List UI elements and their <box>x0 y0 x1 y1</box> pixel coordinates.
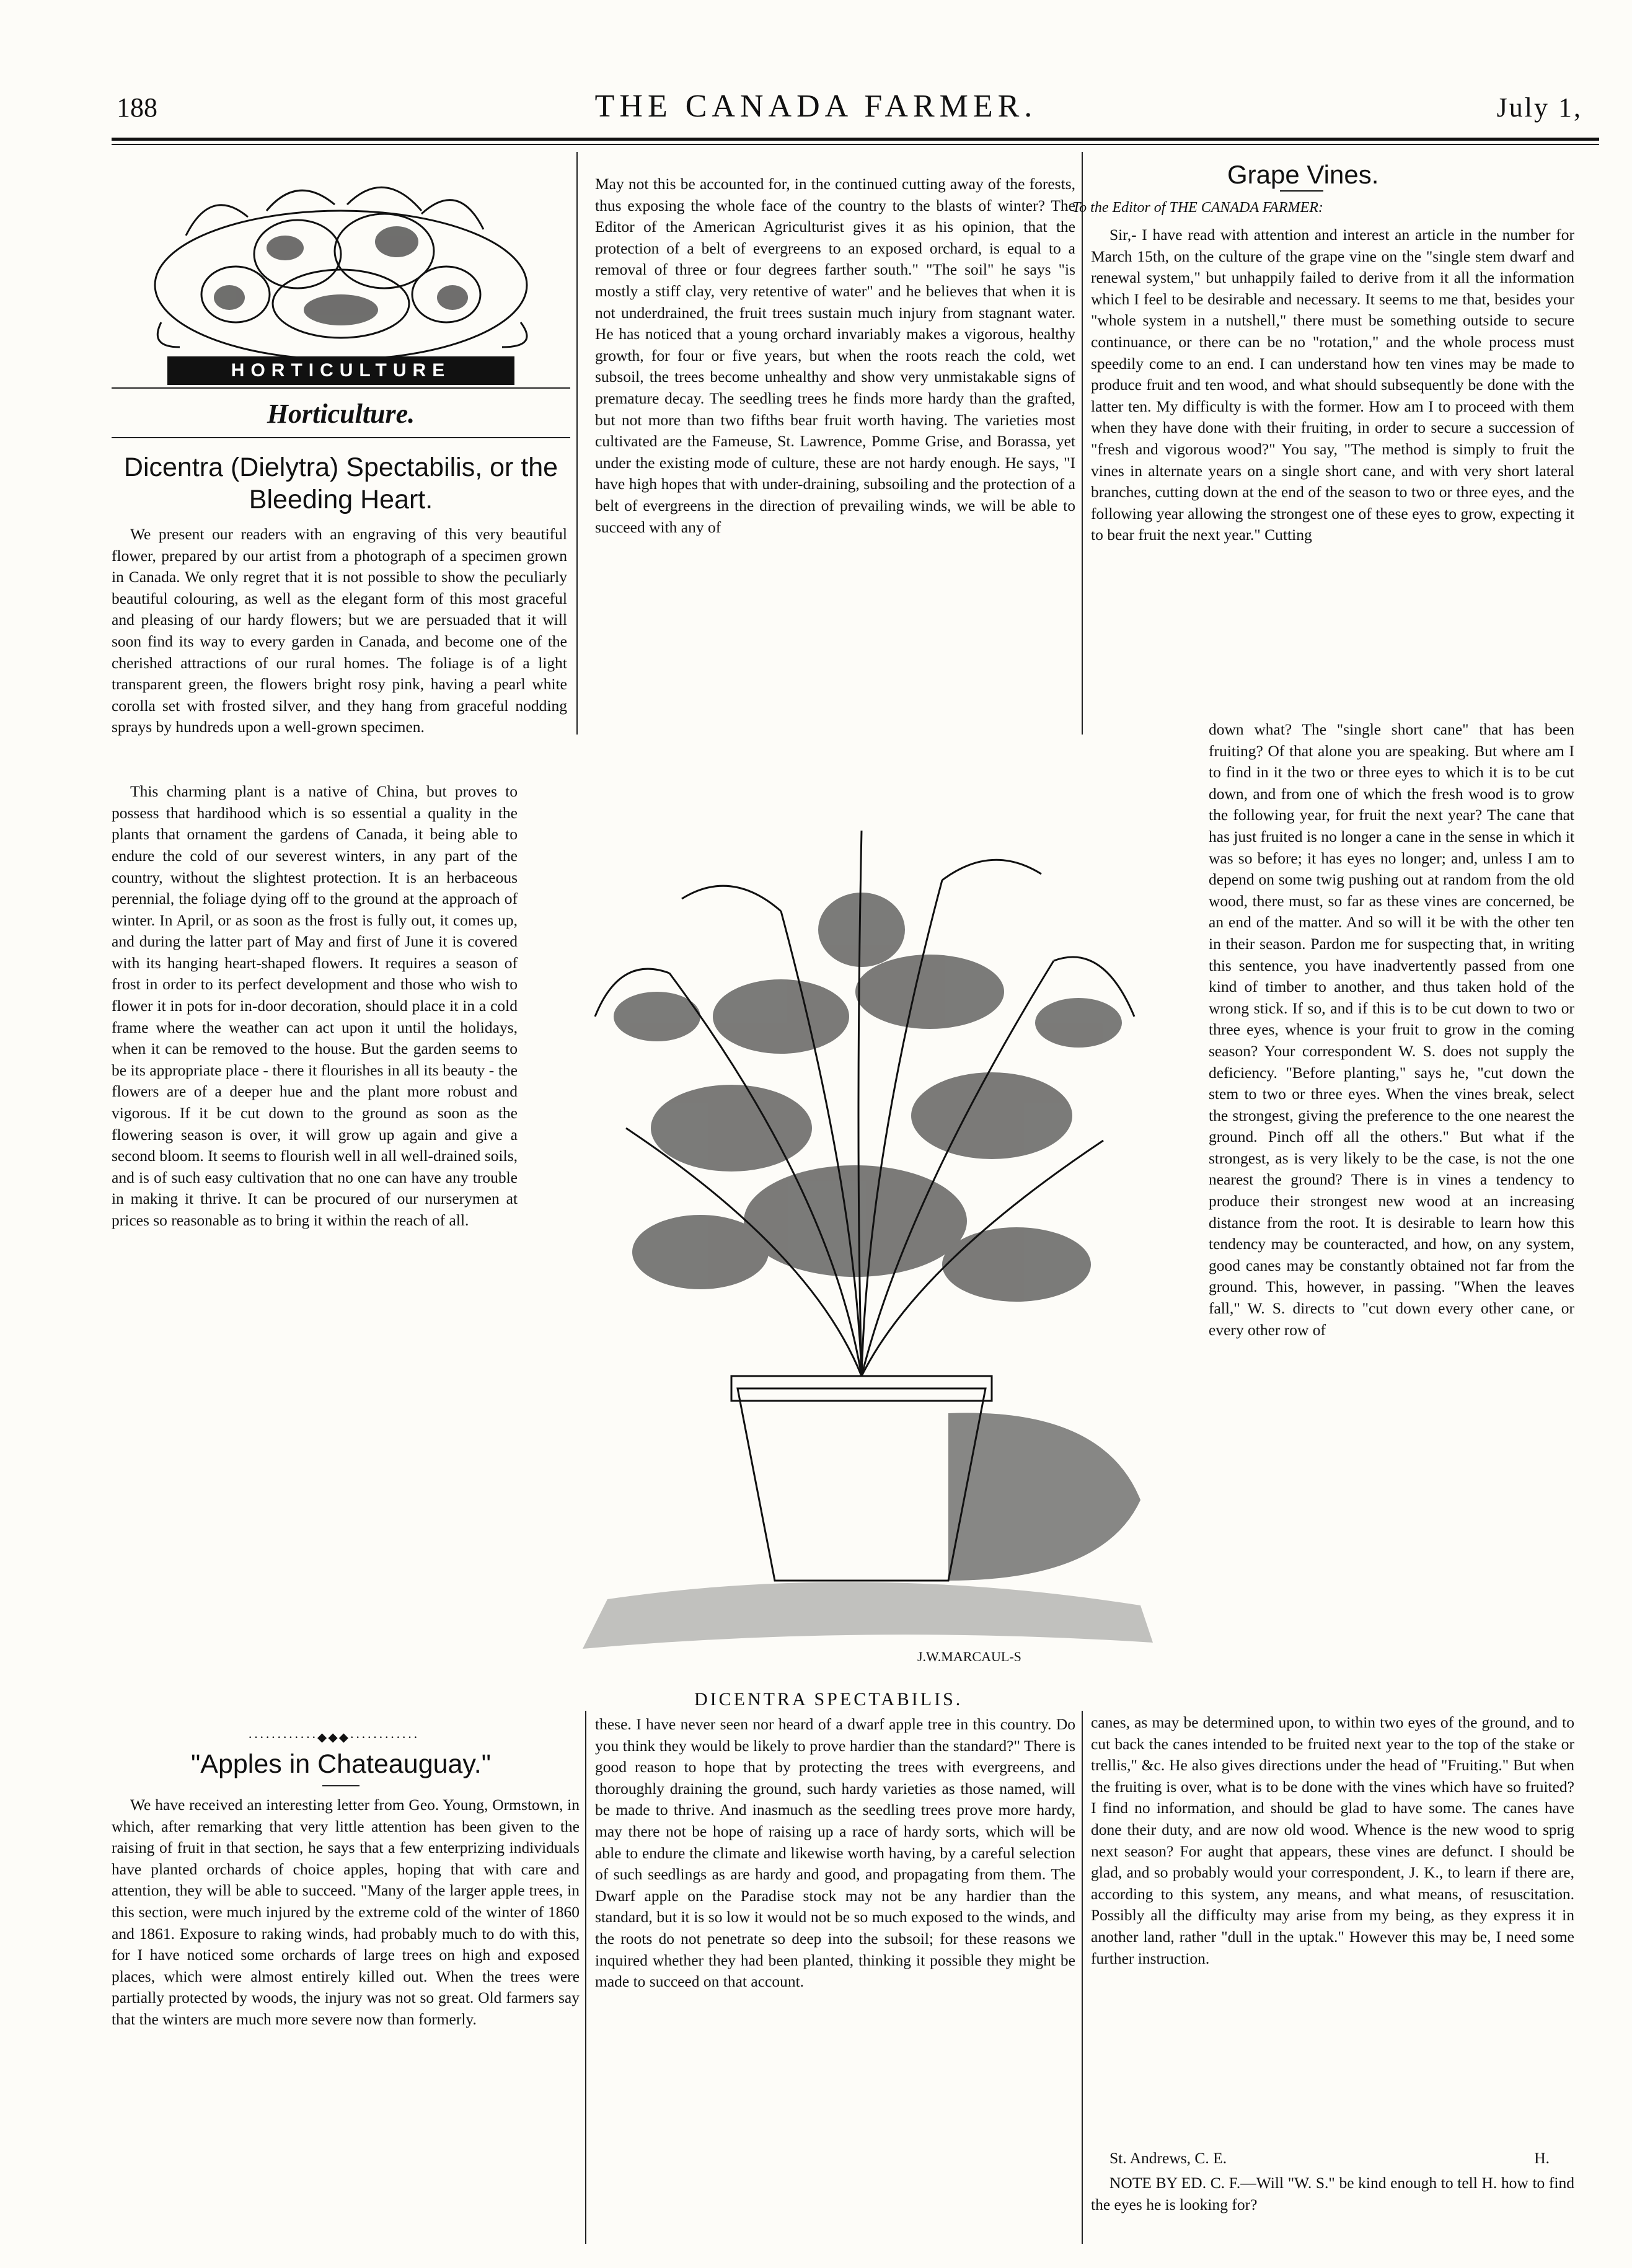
apples-text: We have received an interesting letter from Geo. Young, Ormstown, in which, after remarking that very little attention has been given to the raising of fruit in that section, he says that a few enterprizing individuals have planted orchards of choice apples, hoping that with care and attention, they will be able to succeed. "Many of the larger apple trees, in this section, were much injured by the extreme cold of the winter of 1860 and 1861. Exposure to raking winds, had probably much to do with this, for I have noticed some orchards of large trees on high and exposed places, which were almost entirely killed out. When the trees were partially protected by woods, the injury was not so great. Old farmers say that the winters are much more severe now than formerly. <box>112 1796 580 2028</box>
header-rule-thin <box>112 144 1599 145</box>
middle-bottom-text: these. I have never seen nor heard of a dwarf apple tree in this country. Do you think they would be likely to prove hardier than the standard?" There is good reason to hope that by protecting the trees with evergreens, and thoroughly draining the ground, such hardy varieties as those named, will be made to thrive. And inasmuch as the seedling trees prove more hardy, may there not be hope of raising up a race of hardy sorts, which will be able to endure the climate and likewise worth having, by a careful selection of such seedlings as are hardy and good, and propagating from them. The Dwarf apple on the Paradise stock may not be any hardier than the standard, but it is so low it would not be so much exposed to the winds, and the roots do not penetrate so deep into the subsoil; for these reasons we inquired whether they had been planted, thinking it possible they might be made to succeed on that account. <box>595 1715 1075 1991</box>
banner-rule <box>112 387 570 389</box>
editor-note-text: NOTE BY ED. C. F.—Will "W. S." be kind enough to tell H. how to find the eyes he is looking for? <box>1091 2174 1574 2213</box>
grape-title-rule <box>1280 190 1323 192</box>
apples-body <box>112 1794 580 2241</box>
grape-body-top <box>1091 224 1574 720</box>
middle-column-bottom <box>595 1714 1075 2241</box>
grape-body-bottom <box>1091 1712 1574 2146</box>
header-rule <box>112 138 1599 141</box>
grape-title: Grape Vines. <box>1227 160 1379 189</box>
illustration-caption: DICENTRA SPECTABILIS. <box>694 1689 963 1710</box>
signoff-place: St. Andrews, C. E. <box>1109 2149 1227 2167</box>
dicentra-illustration <box>545 756 1178 1683</box>
column-rule-left <box>576 152 578 735</box>
dicentra-paragraph-2: This charming plant is a native of China, but proves to possess that hardihood which is so essential a quality in the plants that ornament the gardens of Canada, it being able to endure the cold of our severest winters, in any part of the country, without the slightest protection. It is an herbaceous perennial, the foliage dying off to the ground at the approach of winter. In April, or as soon as the frost is fully out, it comes up, and during the latter part of May and first of June it is covered with its hanging heart-shaped flowers. It requires a season of frost in order to its perfect development and those who wish to flower it in pots for in-door decoration, should place it in a cold frame where the weather can act upon it until the holidays, when it can be removed to the house. But the garden seems to be its appropriate place - there it flourishes in all its beauty - the flowers are of a deeper hue and the plant more robust and vigorous. If it be cut down to the ground as soon as the flowering season is over, it will grow up again and give a second bloom. It seems to flourish well in all well-drained soils, and is of such easy cultivation that no one can have any trouble in making it thrive. It can be procured of our nurserymen at prices so reasonable as to bring it within the reach of all. <box>112 782 518 1229</box>
middle-column-top <box>595 174 1075 741</box>
editor-note <box>1091 2173 1574 2228</box>
engraver-signature: J.W.MARCAUL-S <box>917 1649 1021 1664</box>
dicentra-body-narrow <box>112 716 518 1726</box>
middle-top-text: May not this be accounted for, in the continued cutting away of the forests, thus exposing the whole face of the country to the blasts of winter? The Editor of the American Agriculturist gives it as his opinion, that the protection of a belt of evergreens to an exposed orchard, is equal to a removal of three or four degrees farther south." "The soil" he says "is mostly a stiff clay, very retentive of water" and he believes that when it is not underdrained, the fruit trees sustain much injury from stagnant water. He has noticed that a young orchard invariably makes a vigorous, healthy growth, for four or five years, but when the roots reach the cold, wet subsoil, the trees become unhealthy and show very unmistakable signs of premature decay. The seedling trees he finds more hardy than the grafted, but not more than two fifths bear fruit worth having. The varieties most cultivated are the Fameuse, St. Lawrence, Pomme Grise, and Borassa, yet under the existing mode of culture, these are not hardy enough. He says, "I have high hopes that with under-draining, subsoiling and the protection of a belt of evergreens in the direction of prevailing winds, we will be able to succeed with any of <box>595 175 1075 536</box>
apples-title: "Apples in Chateauguay." <box>191 1749 491 1779</box>
grape-narrow-text: down what? The "single short cane" that has been fruiting? Of that alone you are speaking. But where am I to find in it the two or three eyes to which it is to be cut down, and from one of which the fresh wood is to grow the following year, for fruit the next year? The cane that has just fruited is no longer a cane in the sense in which it was so before; it has eyes no longer; and, unless I am to depend on some twig pushing out at random from the old wood, there must, so far as these vines are concerned, be an end of the matter. And so will it be with the other ten in their season. Pardon me for suspecting that, in writing this sentence, you have inadvertently passed from one kind of timber to another, and thus taken hold of the wrong stick. If so, and if this is to be cut down to two or three eyes, whence is your fruit to grow in the coming season? Your correspondent W. S. does not supply the deficiency. "Before planting," says he, "cut down the stem to two or three eyes. When the vines break, select the strongest, giving the preference to the one nearest the ground. Pinch off all the others." But what if the strongest, as is very likely to be the case, is not the one nearest the ground? There is in vines a tendency to produce their strongest new wood at an increasing distance from the root. It is desirable to learn how this tendency may be counteracted, and how, on any system, good canes may be constantly obtained not far from the ground. This, however, in passing. "When the leaves fall," W. S. directs to "cut down every other cane, or every other row of <box>1209 720 1574 1339</box>
masthead-title: THE CANADA FARMER. <box>594 89 1038 124</box>
column-rule-bottom-left <box>585 1711 586 2244</box>
grape-top-text: Sir,- I have read with attention and interest an article in the number for March 15th, on the culture of the grape vine on the "single stem dwarf and renewal system," but unhappily failed to derive from it all the information which I feel to be desirable and necessary. It seems to me that, besides your "whole system in a nutshell," there must be something outside to secure continuance, or there can be no "rotation," and the whole process must speedily come to an end. I can understand how ten vines may be made to produce fruit and ten wood, and what should subsequently be done with the latter ten. My difficulty is with the former. How am I to proceed with them when they have done with their fruiting, in order to secure a succession of "fresh and vigorous wood?" You say, "The method is simply to fruit the vines in alternate years on a single short cane, and with very short lateral branches, cutting down at the end of the season to two or three eyes, and the following year allowing the strongest one of these eyes to grow, expecting it to bear fruit the next year." Cutting <box>1091 226 1574 544</box>
column-rule-bottom-right <box>1082 1711 1083 2244</box>
grape-bottom-text: canes, as may be determined upon, to within two eyes of the ground, and to cut back the canes intended to be fruited next year to the top of the stake or trellis," &c. He also gives directions under the head of "Fruiting." But when the fruiting is over, what is to be done with the vines which have so fruited? I find no information, and should be glad to have some. The canes have done their duty, and are now old wood. Whence is the new wood to sprig next season? For aught that appears, these vines are defunct. I should be glad, and so probably would your correspondent, J. K., to learn if there are, according to this system, any means, and what means, of resuscitation. Possibly all the difficulty may arise from my being, as they express it in another land, rather "dull in the uptak." However this may be, I need some further instruction. <box>1091 1713 1574 1967</box>
section-rule <box>112 437 570 438</box>
issue-date: July 1, <box>1496 92 1582 123</box>
section-title: Horticulture. <box>267 399 415 429</box>
bleeding-heart-plant-icon <box>545 756 1178 1683</box>
dicentra-title-line2: Bleeding Heart. <box>249 485 433 514</box>
page-number: 188 <box>117 92 157 123</box>
dicentra-paragraph-1: We present our readers with an engraving of this very beautiful flower, prepared by our artist from a photograph of a specimen grown in Canada. We only regret that it is not possible to show the peculiarly beautiful colouring, as well as the elegant form of this most graceful and pleasing of our hardy flowers; but we are persuaded that it will soon find its way to every garden in Canada, and become one of the cherished attractions of our rural homes. The foliage is of a light transparent green, the flowers bright rosy pink, having a pearl white corolla set with frosted silver, and they hang from graceful nodding sprays by hundreds upon a well-grown specimen. <box>112 525 567 736</box>
dicentra-title-line1: Dicentra (Dielytra) Spectabilis, or the <box>123 452 558 482</box>
apples-title-rule <box>322 1785 359 1786</box>
signoff-initial: H. <box>1534 2149 1550 2167</box>
dicentra-title <box>112 451 570 516</box>
column-rule-right <box>1082 152 1083 735</box>
banner-label: HORTICULTURE <box>167 356 514 385</box>
grape-salutation: To the Editor of THE CANADA FARMER: <box>1072 200 1323 216</box>
ornament-separator: ············⬥⬥⬥············ <box>248 1729 420 1745</box>
grape-body-narrow <box>1209 719 1574 1711</box>
horticulture-banner <box>112 161 570 409</box>
grape-signoff <box>1109 2148 1574 2173</box>
